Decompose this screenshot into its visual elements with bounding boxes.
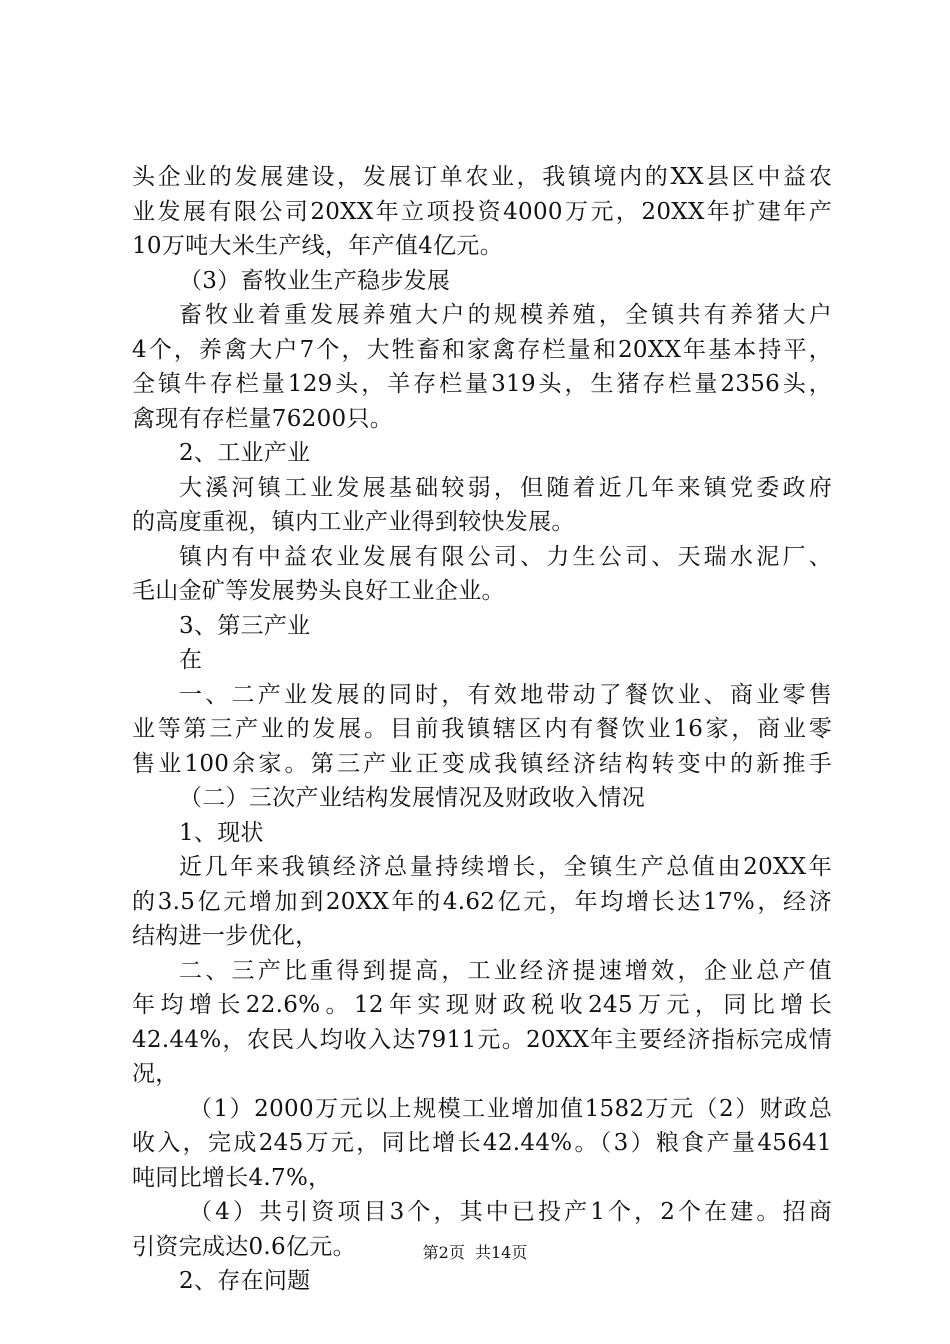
text-line: 吨同比增长4.7%， [132,1164,332,1191]
text-line: 10万吨大米生产线，年产值4亿元。 [132,233,503,259]
text-line: 售业100余家。第三产业正变成我镇经济结构转变中的新推手 [132,750,832,777]
text-line: 在 [179,647,203,673]
page-footer: 第2页 共14页 [422,1243,528,1262]
text-line: 收入，完成245万元，同比增长42.44%。（3）粮食产量45641 [132,1130,832,1156]
text-line: 1、现状 [179,819,264,846]
text-line: 引资完成达0.6亿元。 [132,1233,356,1260]
text-line: 2、存在问题 [179,1268,311,1294]
text-line: 结构进一步优化， [132,923,319,949]
text-line: 禽现有存栏量76200只。 [132,405,394,432]
text-line: 全镇牛存栏量129头，羊存栏量319头，生猪存栏量2356头， [132,371,832,397]
text-line: （1）2000万元以上规模工业增加值1582万元（2）财政总 [189,1095,832,1122]
text-line: 近几年来我镇经济总量持续增长，全镇生产总值由20XX年 [179,854,832,880]
text-line: （3）畜牧业生产稳步发展 [179,267,451,294]
text-line: 大溪河镇工业发展基础较弱，但随着近几年来镇党委政府 [179,474,832,501]
text-line: 镇内有中益农业发展有限公司、力生公司、天瑞水泥厂、 [179,543,832,570]
text-line: （二）三次产业结构发展情况及财政收入情况 [179,785,645,811]
body-text [132,160,832,1299]
text-line: 一、二产业发展的同时，有效地带动了餐饮业、商业零售 [179,681,832,708]
text-line: 的高度重视，镇内工业产业得到较快发展。 [132,509,575,535]
text-line: 业等第三产业的发展。目前我镇辖区内有餐饮业16家，商业零 [132,716,832,742]
text-line: 的3.5亿元增加到20XX年的4.62亿元，年均增长达17%，经济 [132,888,832,915]
text-line: 42.44%，农民人均收入达7911元。20XX年主要经济指标完成情 [132,1026,832,1053]
text-line: 年均增长22.6%。12年实现财政税收245万元，同比增长 [132,992,832,1018]
text-line: 2、工业产业 [179,440,311,466]
text-line: （4）共引资项目3个，其中已投产1个，2个在建。招商 [189,1199,832,1225]
text-line: 毛山金矿等发展势头良好工业企业。 [132,578,505,604]
text-line: 3、第三产业 [179,612,311,639]
text-line: 业发展有限公司20XX年立项投资4000万元，20XX年扩建年产 [132,198,832,225]
text-line: 况， [132,1061,179,1087]
text-line: 二、三产比重得到提高，工业经济提速增效，企业总产值 [179,957,832,984]
text-line: 头企业的发展建设，发展订单农业，我镇境内的XX县区中益农 [132,164,832,190]
text-line: 4个，养禽大户7个，大牲畜和家禽存栏量和20XX年基本持平， [132,336,832,363]
text-line: 畜牧业着重发展养殖大户的规模养殖，全镇共有养猪大户 [179,302,832,328]
